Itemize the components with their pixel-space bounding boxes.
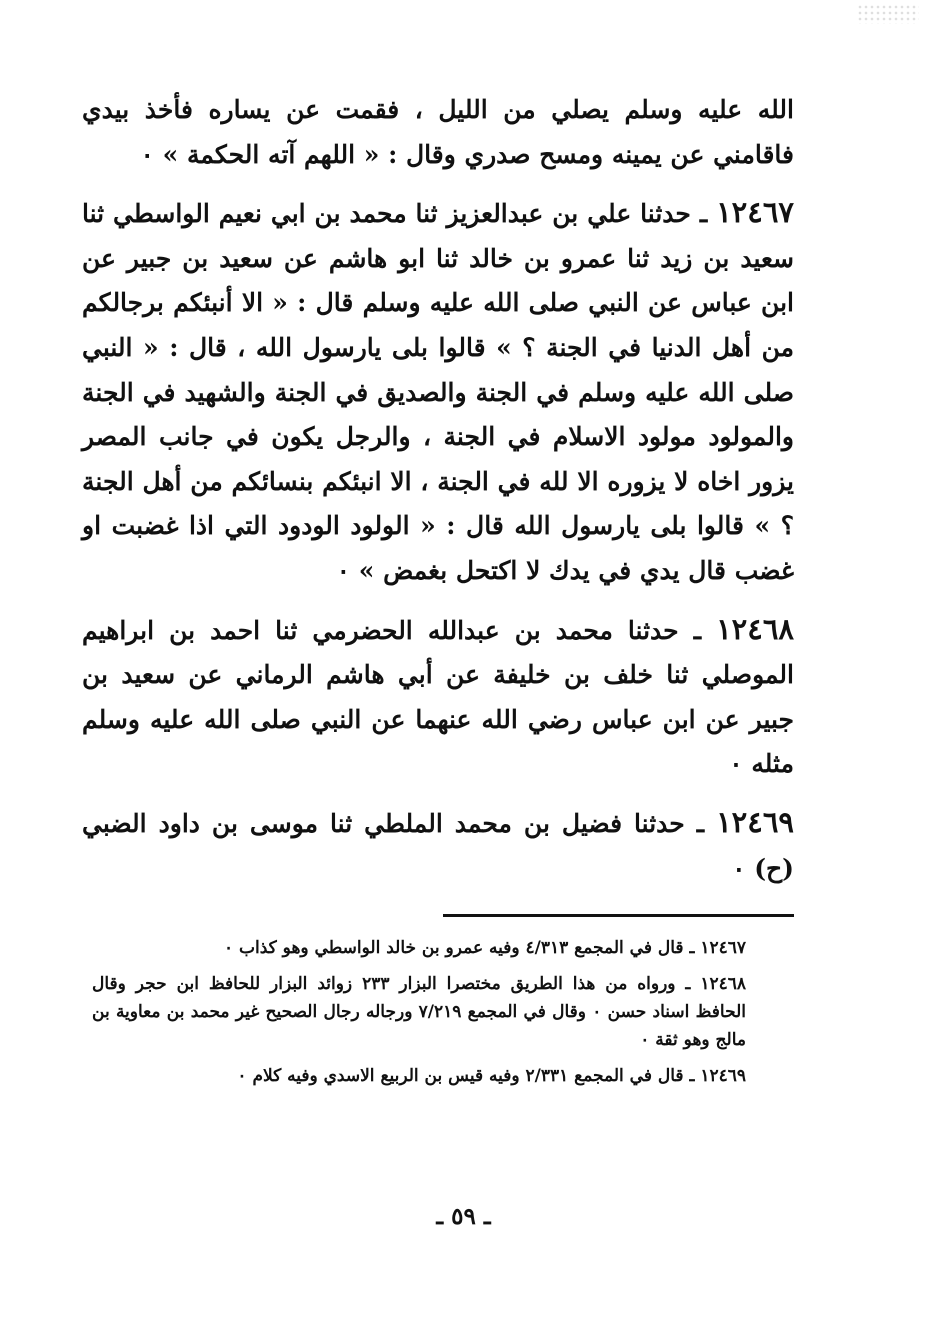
main-text	[82, 88, 794, 891]
footnote-12468: ١٢٤٦٨ ـ ورواه من هذا الطريق مختصرا البزار ٢٣٣ زوائد البزار للحافظ ابن حجر وقال الحافظ اسناد حسن ٠ وقال في المجمع ٧/٢١٩ ورجاله رجال الصحيح غير محمد بن معاوية بن مالج وهو ثقة ٠	[92, 974, 746, 1050]
footnote-12469: ١٢٤٦٩ ـ قال في المجمع ٢/٣٣١ وفيه قيس بن الربيع الاسدي وفيه كلام ٠	[237, 1066, 746, 1086]
footnote-12467: ١٢٤٦٧ ـ قال في المجمع ٤/٣١٣ وفيه عمرو بن خالد الواسطي وهو كذاب ٠	[223, 938, 746, 958]
scan-artifact	[857, 4, 919, 24]
footnotes	[92, 934, 746, 1090]
footnote-separator	[443, 914, 794, 917]
hadith-12467	[82, 190, 794, 593]
hadith-text: ـ حدثنا محمد بن عبدالله الحضرمي ثنا احمد بن ابراهيم الموصلي ثنا خلف بن خليفة عن أبي هاشم الرماني عن سعيد بن جبير عن ابن عباس رضي الله عنهما عن النبي صلى الله عليه وسلم مثله ٠	[82, 615, 794, 779]
hadith-12468	[82, 607, 794, 787]
page-number: ـ ٥٩ ـ	[436, 1203, 491, 1230]
hadith-number: ١٢٤٦٧	[716, 195, 794, 230]
hadith-text: ـ حدثنا علي بن عبدالعزيز ثنا محمد بن ابي نعيم الواسطي ثنا سعيد بن زيد ثنا عمرو بن خالد ثنا ابو هاشم عن سعيد بن جبير عن ابن عباس عن النبي صلى الله عليه وسلم قال : « الا أنبئكم برجالكم من أهل الدنيا في الجنة ؟ » قالوا بلى يارسول الله ، قال : « النبي صلى الله عليه وسلم في الجنة والصديق في الجنة والشهيد في الجنة والمولود مولود الاسلام في الجنة ، والرجل يكون في جانب المصر يزور اخاه لا يزوره الا لله في الجنة ، الا انبئكم بنسائكم من أهل الجنة ؟ » قالوا بلى يارسول الله قال : « الولود الودود التي اذا غضبت او غضب قال يدي في يدك لا اكتحل بغمض » ٠	[82, 199, 794, 585]
hadith-text: ـ حدثنا فضيل بن محمد الملطي ثنا موسى بن داود الضبي (ح) ٠	[82, 808, 794, 883]
hadith-number: ١٢٤٦٨	[716, 611, 794, 646]
continuation-paragraph: الله عليه وسلم يصلي من الليل ، فقمت عن يساره فأخذ بيدي فاقامني عن يمينه ومسح صدري وقال : « اللهم آته الحكمة » ٠	[82, 95, 794, 169]
hadith-12469	[82, 800, 794, 891]
hadith-number: ١٢٤٦٩	[716, 804, 794, 839]
